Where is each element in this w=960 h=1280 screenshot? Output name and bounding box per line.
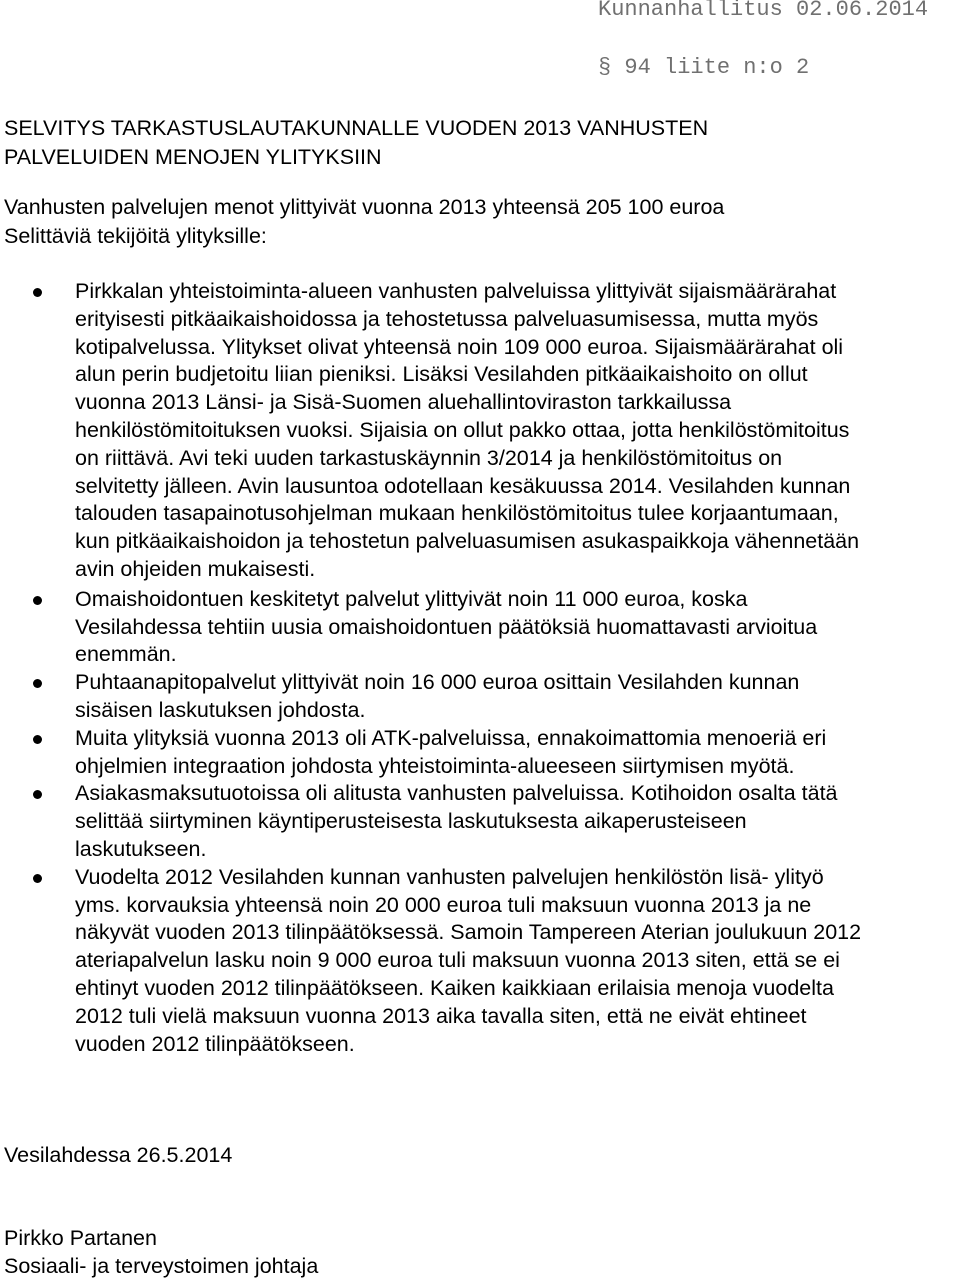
list-item-line: talouden tasapainotusohjelman mukaan henkilöstömitoitus tulee korjaantumaan, (75, 501, 839, 526)
signature-block (4, 1224, 318, 1280)
list-item-line: enemmän. (75, 642, 177, 667)
list-item-line: Muita ylityksiä vuonna 2013 oli ATK-palveluissa, ennakoimattomia menoeriä eri (75, 725, 827, 750)
list-item-line: kotipalvelussa. Ylitykset olivat yhteensä noin 109 000 euroa. Sijaismäärärahat oli (75, 334, 844, 359)
list-item-line: Asiakasmaksutuotoissa oli alitusta vanhusten palveluissa. Kotihoidon osalta tätä (75, 781, 838, 806)
document-title-line: PALVELUIDEN MENOJEN YLITYKSIIN (4, 145, 382, 169)
list-item-line: vuoden 2012 tilinpäätökseen. (75, 1031, 355, 1056)
list-item-line: ehtinyt vuoden 2012 tilinpäätökseen. Kaiken kaikkiaan erilaisia menoja vuodelta (75, 975, 834, 1000)
list-item-line: yms. korvauksia yhteensä noin 20 000 euroa tuli maksuun vuonna 2013 ja ne (75, 892, 812, 917)
document-title (4, 114, 904, 172)
bullet-icon (33, 874, 42, 883)
list-item-line: on riittävä. Avi teki uuden tarkastuskäynnin 3/2014 ja henkilöstömitoitus on (75, 445, 783, 470)
list-item-line: laskutukseen. (75, 836, 207, 861)
bullet-icon (33, 596, 42, 605)
list-item-line: 2012 tuli vielä maksuun vuonna 2013 aika tavalla siten, että ne eivät ehtineet (75, 1003, 807, 1028)
meeting-reference: Kunnanhallitus 02.06.2014 (598, 0, 929, 22)
list-item (0, 780, 960, 863)
list-item-line: Puhtaanapitopalvelut ylittyivät noin 16 000 euroa osittain Vesilahden kunnan (75, 670, 800, 695)
signer-title: Sosiaali- ja terveystoimen johtaja (4, 1254, 319, 1278)
intro-paragraph (4, 193, 924, 251)
list-item-line: henkilöstömitoituksen vuoksi. Sijaisia on ollut pakko ottaa, jotta henkilöstömitoitus (75, 417, 850, 442)
list-item (0, 586, 960, 669)
document-title-line: SELVITYS TARKASTUSLAUTAKUNNALLE VUODEN 2013 VANHUSTEN (4, 116, 709, 140)
list-item (0, 669, 960, 725)
list-item-line: avin ohjeiden mukaisesti. (75, 556, 316, 581)
list-item-line: Vuodelta 2012 Vesilahden kunnan vanhusten palvelujen henkilöstön lisä- ylityö (75, 864, 824, 889)
list-item-line: ohjelmien integraation johdosta yhteistoiminta-alueeseen siirtymisen myötä. (75, 753, 795, 778)
bullet-icon (33, 790, 42, 799)
list-item-line: Pirkkalan yhteistoiminta-alueen vanhusten palveluissa ylittyivät sijaismäärärahat (75, 279, 837, 303)
list-item-line: näkyvät vuoden 2013 tilinpäätöksessä. Samoin Tampereen Aterian joulukuun 2012 (75, 920, 862, 945)
list-item-line: Vesilahdessa tehtiin uusia omaishoidontuen päätöksiä huomattavasti arvioitua (75, 614, 818, 639)
signer-name: Pirkko Partanen (4, 1226, 157, 1250)
bullet-icon (33, 288, 42, 297)
list-item-line: alun perin budjetoitu liian pieniksi. Lisäksi Vesilahden pitkäaikaishoito on ollut (75, 362, 808, 387)
place-and-date: Vesilahdessa 26.5.2014 (4, 1143, 233, 1167)
list-item (0, 725, 960, 781)
intro-line: Selittäviä tekijöitä ylityksille: (4, 224, 267, 248)
bullet-icon (33, 735, 42, 744)
bullet-icon (33, 679, 42, 688)
list-item-line: ateriapalvelun lasku noin 9 000 euroa tuli maksuun vuonna 2013 siten, että se ei (75, 948, 840, 973)
list-item-line: Omaishoidontuen keskitetyt palvelut ylittyivät noin 11 000 euroa, koska (75, 586, 748, 611)
list-item-line: erityisesti pitkäaikaishoidossa ja tehostetussa palveluasumisessa, mutta myös (75, 306, 819, 331)
list-item (0, 278, 960, 584)
list-item-line: selvitetty jälleen. Avin lausuntoa odotellaan kesäkuussa 2014. Vesilahden kunnan (75, 473, 851, 498)
section-attachment-reference: § 94 liite n:o 2 (598, 55, 810, 80)
list-item-line: sisäisen laskutuksen johdosta. (75, 697, 366, 722)
explanation-list (0, 278, 960, 1058)
list-item (0, 864, 960, 1059)
list-item-line: vuonna 2013 Länsi- ja Sisä-Suomen aluehallintoviraston tarkkailussa (75, 390, 732, 415)
list-item-line: kun pitkäaikaishoidon ja tehostetun palveluasumisen asukaspaikkoja vähennetään (75, 529, 860, 554)
intro-line: Vanhusten palvelujen menot ylittyivät vuonna 2013 yhteensä 205 100 euroa (4, 195, 725, 219)
list-item-line: selittää siirtyminen käyntiperusteisesta laskutuksesta aikaperusteiseen (75, 809, 747, 834)
